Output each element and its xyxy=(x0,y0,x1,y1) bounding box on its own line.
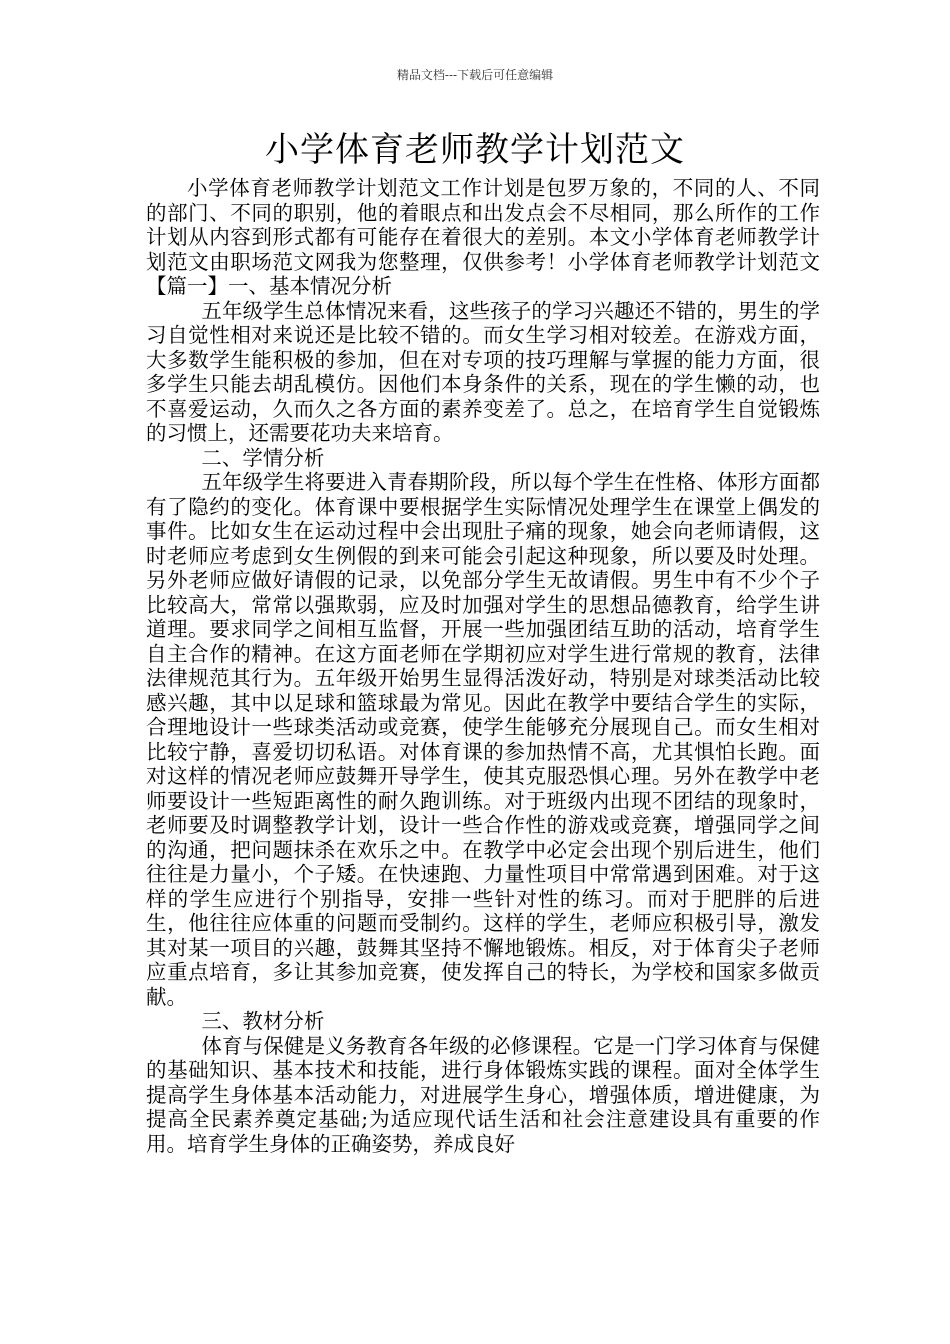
document-body xyxy=(146,176,820,1156)
paragraph-textbook-analysis: 体育与保健是义务教育各年级的必修课程。它是一门学习体育与保健的基础知识、基本技术和技能，进行身体锻炼实践的课程。面对全体学生提高学生身体基本活动能力，对进展学生身心，增强体质，增进健康，为提高全民素养奠定基础;为适应现代话生活和社会注意建设具有重要的作用。培育学生身体的正确姿势，养成良好 xyxy=(146,1033,820,1156)
document-title: 小学体育老师教学计划范文 xyxy=(265,130,685,170)
header-note: 精品文档---下载后可任意编辑 xyxy=(396,68,554,82)
section-heading-learning-analysis: 二、学情分析 xyxy=(201,445,325,470)
paragraph-basic-situation: 五年级学生总体情况来看，这些孩子的学习兴趣还不错的，男生的学习自觉性相对来说还是比较不错的。而女生学习相对较差。在游戏方面，大多数学生能积极的参加，但在对专项的技巧理解与掌握的能力方面，很多学生只能去胡乱模仿。因他们本身条件的关系，现在的学生懒的动，也不喜爱运动，久而久之各方面的素养变差了。总之，在培育学生自觉锻炼的习惯上，还需要花功夫来培育。 xyxy=(146,298,820,445)
paragraph-learning-analysis: 五年级学生将要进入青春期阶段，所以每个学生在性格、体形方面都有了隐约的变化。体育课中要根据学生实际情况处理学生在课堂上偶发的事件。比如女生在运动过程中会出现肚子痛的现象，她会向老师请假，这时老师应考虑到女生例假的到来可能会引起这种现象，所以要及时处理。另外老师应做好请假的记录，以免部分学生无故请假。男生中有不少个子比较高大，常常以强欺弱，应及时加强对学生的思想品德教育，给学生讲道理。要求同学之间相互监督，开展一些加强团结互助的活动，培育学生自主合作的精神。在这方面老师在学期初应对学生进行常规的教育，法律法律规范其行为。五年级开始男生显得活泼好动，特别是对球类活动比较感兴趣，其中以足球和篮球最为常见。因此在教学中要结合学生的实际，合理地设计一些球类活动或竞赛，使学生能够充分展现自己。而女生相对比较宁静，喜爱切切私语。对体育课的参加热情不高，尤其惧怕长跑。面对这样的情况老师应鼓舞开导学生，使其克服恐惧心理。另外在教学中老师要设计一些短距离性的耐久跑训练。对于班级内出现不团结的现象时，老师要及时调整教学计划，设计一些合作性的游戏或竞赛，增强同学之间的沟通，把问题抹杀在欢乐之中。在教学中必定会出现个别后进生，他们往往是力量小，个子矮。在快速跑、力量性项目中常常遇到困难。对于这样的学生应进行个别指导，安排一些针对性的练习。而对于肥胖的后进生，他往往应体重的问题而受制约。这样的学生，老师应积极引导，激发其对某一项目的兴趣，鼓舞其坚持不懈地锻炼。相反，对于体育尖子老师应重点培育，多让其参加竞赛，使发挥自己的特长，为学校和国家多做贡献。 xyxy=(146,470,820,1009)
section-heading-textbook-analysis: 三、教材分析 xyxy=(201,1009,325,1033)
intro-paragraph: 小学体育老师教学计划范文工作计划是包罗万象的，不同的人、不同的部门、不同的职别，他的着眼点和出发点会不尽相同，那么所作的工作计划从内容到形式都有可能存在着很大的差别。本文小学体育老师教学计划范文由职场范文网我为您整理，仅供参考！小学体育老师教学计划范文【篇一】一、基本情况分析 xyxy=(146,176,820,298)
